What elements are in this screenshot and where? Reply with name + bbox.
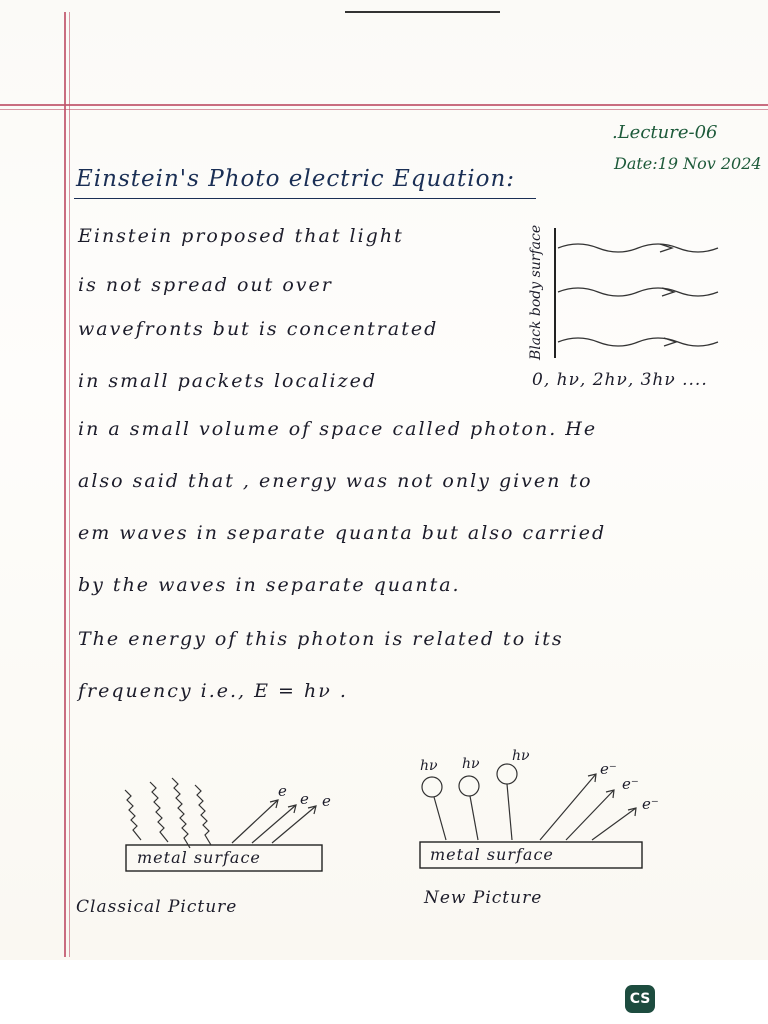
electron-label: e	[300, 790, 309, 808]
photon-label: hν	[420, 758, 438, 774]
new-picture-caption: New Picture	[424, 888, 543, 908]
electron-label: e⁻	[600, 760, 617, 778]
photon-circle-3	[497, 764, 517, 784]
photon-label: hν	[462, 756, 480, 772]
electron-label: e⁻	[642, 795, 659, 813]
page-title: Einstein's Photo electric Equation:	[76, 166, 516, 192]
electron-path-2	[566, 790, 614, 840]
photon-label: hν	[512, 748, 530, 764]
electron-path-1	[540, 774, 596, 840]
body-line: wavefronts but is concentrated	[78, 318, 439, 340]
photon-path-2	[470, 796, 478, 840]
photon-path-3	[507, 784, 512, 840]
lecture-date: Date:19 Nov 2024	[614, 154, 762, 173]
body-line: is not spread out over	[78, 274, 333, 296]
body-line: frequency i.e., E = hν .	[78, 680, 348, 702]
classical-picture-caption: Classical Picture	[76, 897, 238, 917]
blackbody-surface-label: Black body surface	[528, 224, 544, 360]
electron-path-3	[592, 808, 636, 840]
classical-metal-surface-label: metal surface	[137, 848, 261, 867]
body-line: also said that , energy was not only given to	[78, 470, 593, 492]
electron-label: e	[322, 792, 331, 810]
photon-circle-1	[422, 777, 442, 797]
new-metal-surface-label: metal surface	[430, 845, 554, 864]
electron-label: e	[278, 782, 287, 800]
energy-quanta-series: 0, hν, 2hν, 3hν ....	[532, 370, 708, 390]
body-line: by the waves in separate quanta.	[78, 574, 461, 596]
body-line: in small packets localized	[78, 370, 378, 392]
photon-circle-2	[459, 776, 479, 796]
body-line: Einstein proposed that light	[78, 225, 404, 247]
scanner-app-logo: CS	[625, 985, 655, 1013]
body-line: em waves in separate quanta but also carried	[78, 522, 607, 544]
photon-stick-figures	[422, 764, 517, 840]
electron-label: e⁻	[622, 775, 639, 793]
photon-path-1	[434, 797, 446, 840]
lecture-number: .Lecture-06	[612, 122, 718, 143]
body-line: The energy of this photon is related to its	[78, 628, 564, 650]
body-line: in a small volume of space called photon. He	[78, 418, 598, 440]
